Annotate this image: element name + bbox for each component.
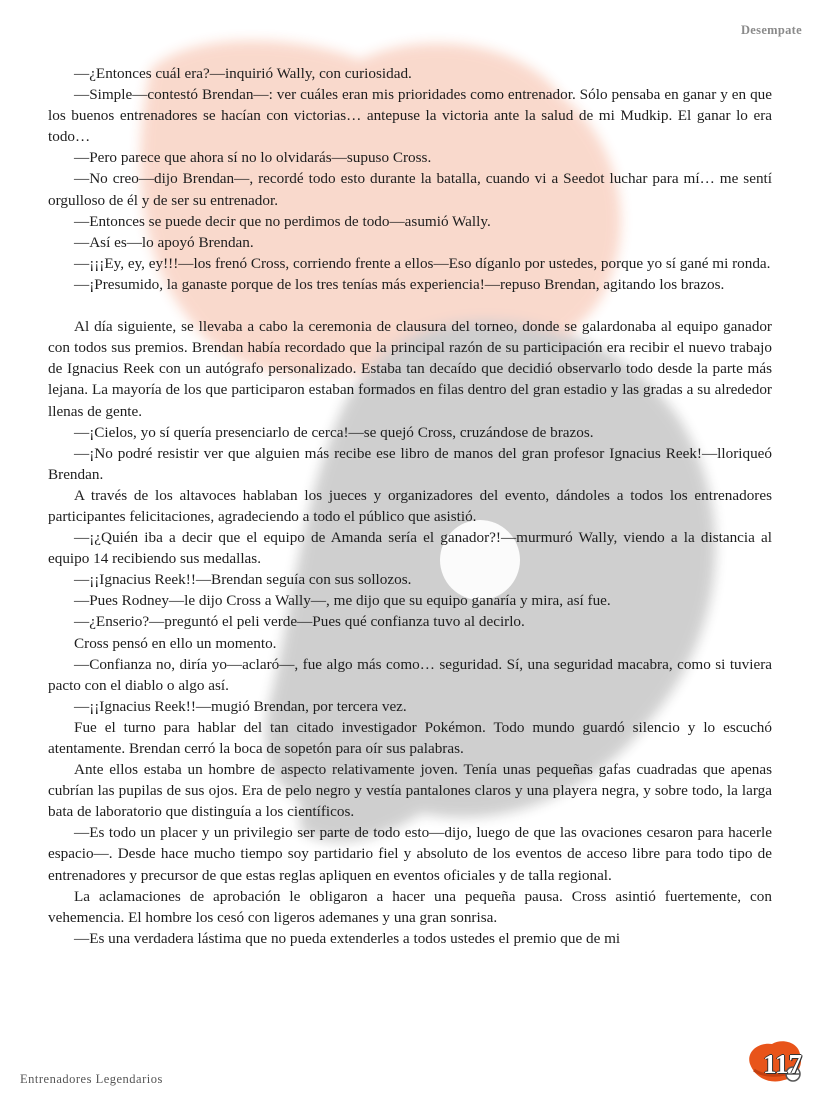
paragraph: —Simple—contestó Brendan—: ver cuáles eran mis prioridades como entrenador. Sólo pensaba en ganar y en que los buenos entrenadores se hacían con victorias… antepuse la victoria ante la salud de mi Mudkip. El ganar lo era todo…	[48, 86, 772, 146]
page-number-badge	[742, 1034, 804, 1086]
paragraph: —¿Enserio?—preguntó el peli verde—Pues qué confianza tuvo al decirlo.	[74, 613, 525, 631]
paragraph: Cross pensó en ello un momento.	[74, 634, 277, 652]
paragraph: Fue el turno para hablar del tan citado investigador Pokémon. Todo mundo guardó silencio y lo escuchó atentamente. Brendan cerró la boca de sopetón para oír sus palabras.	[48, 718, 772, 757]
paragraph: —Es una verdadera lástima que no pueda extenderles a todos ustedes el premio que de mi	[74, 929, 621, 947]
paragraph: —¡No podré resistir ver que alguien más recibe ese libro de manos del gran profesor Ignacius Reek!—lloriqueó Brendan.	[48, 444, 772, 483]
paragraph: —¡¡Ignacius Reek!!—mugió Brendan, por tercera vez.	[74, 697, 407, 715]
paragraph: —Confianza no, diría yo—aclaró—, fue algo más como… seguridad. Sí, una seguridad macabra, como si tuviera pacto con el diablo o algo así.	[48, 655, 772, 694]
paragraph: —¡Presumido, la ganaste porque de los tres tenías más experiencia!—repuso Brendan, agitando los brazos.	[74, 275, 725, 293]
section-break	[48, 295, 772, 316]
paragraph: —¡¡¡Ey, ey, ey!!!—los frenó Cross, corriendo frente a ellos—Eso díganlo por ustedes, porque yo sí gané mi ronda.	[74, 254, 771, 272]
paragraph: —No creo—dijo Brendan—, recordé todo esto durante la batalla, cuando vi a Seedot luchar para mí… me sentí orgulloso de él y de ser su entrenador.	[48, 170, 772, 209]
paragraph: —Es todo un placer y un privilegio ser parte de todo esto—dijo, luego de que las ovaciones cesaron para hacerle espacio—. Desde hace mucho tiempo soy partidario fiel y absoluto de los eventos de acceso libre para todo tipo de entrenadores y precursor de que estas reglas apliquen en eventos oficiales y de talla regional.	[48, 824, 772, 884]
paragraph: —¡Cielos, yo sí quería presenciarlo de cerca!—se quejó Cross, cruzándose de brazos.	[74, 423, 594, 441]
paragraph: Ante ellos estaba un hombre de aspecto relativamente joven. Tenía unas pequeñas gafas cuadradas que apenas cubrían las pupilas de sus ojos. Era de pelo negro y vestía pantalones claros y una playera negra, y sobre todo, la larga bata de laboratorio que distinguía a los científicos.	[48, 761, 772, 821]
paragraph: La aclamaciones de aprobación le obligaron a hacer una pequeña pausa. Cross asintió fuertemente, con vehemencia. El hombre los cesó con ligeros ademanes y una gran sonrisa.	[48, 887, 772, 926]
paragraph: Al día siguiente, se llevaba a cabo la ceremonia de clausura del torneo, donde se galardonaba al equipo ganador con todos sus premios. Brendan había recordado que la principal razón de su participación era recibir el nuevo trabajo de Ignacius Reek con un autógrafo personalizado. Estaba tan decaído que decidió observarlo todo desde la parte más lejana. La mayoría de los que participaron estaban formados en filas dentro del gran estadio y las gradas a su alrededor llenas de gente.	[48, 318, 772, 420]
paragraph: —Así es—lo apoyó Brendan.	[74, 233, 254, 251]
paragraph: —¿Entonces cuál era?—inquirió Wally, con curiosidad.	[74, 65, 412, 82]
paragraph: —Entonces se puede decir que no perdimos de todo—asumió Wally.	[74, 212, 491, 230]
page-number: 117	[762, 1049, 802, 1079]
paragraph: —¡¿Quién iba a decir que el equipo de Amanda sería el ganador?!—murmuró Wally, viendo a la distancia al equipo 14 recibiendo sus medallas.	[48, 529, 772, 568]
paragraph: —Pues Rodney—le dijo Cross a Wally—, me dijo que su equipo ganaría y mira, así fue.	[74, 592, 611, 610]
paragraph: A través de los altavoces hablaban los jueces y organizadores del evento, dándoles a todos los entrenadores participantes felicitaciones, agradeciendo a todo el público que asistió.	[48, 486, 772, 525]
running-footer: Entrenadores Legendarios	[20, 1072, 163, 1086]
paragraph: —¡¡Ignacius Reek!!—Brendan seguía con sus sollozos.	[74, 571, 412, 589]
paragraph: —Pero parece que ahora sí no lo olvidarás—supuso Cross.	[74, 149, 432, 167]
running-header: Desempate	[740, 23, 802, 37]
page-body	[48, 63, 772, 949]
